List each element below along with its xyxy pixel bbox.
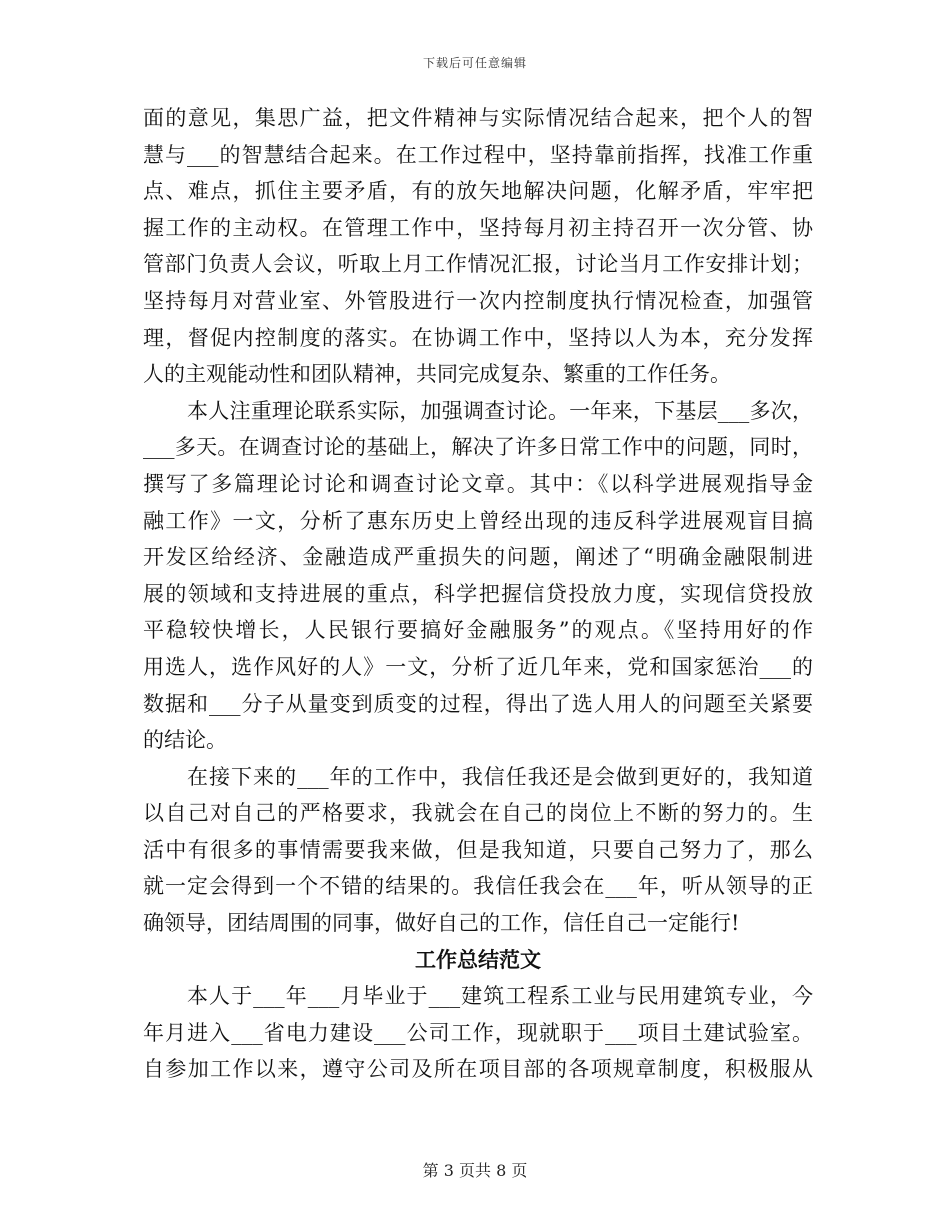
text-line: 活中有很多的事情需要我来做，但是我知道，只要自己努力了，那么 [143, 837, 813, 862]
paragraph-4 [143, 978, 813, 1088]
paragraph-2 [143, 393, 813, 759]
text-line: 管部门负责人会议，听取上月工作情况汇报，讨论当月工作安排计划； [143, 252, 813, 277]
text-line: 慧与___的智慧结合起来。在工作过程中，坚持靠前指挥，找准工作重 [143, 142, 813, 167]
text-line: 人的主观能动性和团队精神，共同完成复杂、繁重的工作任务。 [143, 362, 731, 387]
text-line: 确领导，团结周围的同事，做好自己的工作，信任自己一定能行! [143, 911, 740, 936]
text-line: 坚持每月对营业室、外管股进行一次内控制度执行情况检查，加强管 [143, 288, 813, 313]
text-line: 本人于___年___月毕业于___建筑工程系工业与民用建筑专业，今 [187, 984, 813, 1009]
text-line: 平稳较快增长，人民银行要搞好金融服务”的观点。《坚持用好的作 [143, 618, 813, 643]
text-line: 本人注重理论联系实际，加强调查讨论。一年来，下基层___多次， [187, 398, 813, 423]
text-line: 融工作》一文，分析了惠东历史上曾经出现的违反科学进展观盲目搞 [143, 508, 813, 533]
paragraph-1 [143, 100, 813, 393]
page-header: 下载后可任意编辑 [422, 56, 527, 70]
text-line: 展的领域和支持进展的重点，科学把握信贷投放力度，实现信贷投放 [143, 581, 813, 606]
text-line: 点、难点，抓住主要矛盾，有的放矢地解决问题，化解矛盾，牢牢把 [143, 179, 813, 204]
text-line: 就一定会得到一个不错的结果的。我信任我会在___年，听从领导的正 [143, 874, 813, 899]
text-line: 在接下来的___年的工作中，我信任我还是会做到更好的，我知道 [187, 764, 813, 789]
text-line: 面的意见，集思广益，把文件精神与实际情况结合起来，把个人的智 [143, 106, 813, 130]
section-title: 工作总结范文 [415, 947, 541, 972]
paragraph-3 [143, 759, 813, 942]
text-line: 撰写了多篇理论讨论和调查讨论文章。其中：《以科学进展观指导金 [143, 471, 813, 496]
text-line: 开发区给经济、金融造成严重损失的问题，阐述了“明确金融限制进 [143, 545, 813, 570]
text-line: 数据和___分子从量变到质变的过程，得出了选人用人的问题至关紧要 [143, 691, 813, 716]
text-line: 年月进入___省电力建设___公司工作，现就职于___项目土建试验室。 [143, 1020, 813, 1045]
text-line: ___多天。在调查讨论的基础上，解决了许多日常工作中的问题，同时， [143, 435, 813, 460]
text-line: 握工作的主动权。在管理工作中，坚持每月初主持召开一次分管、协 [143, 215, 813, 240]
text-line: 自参加工作以来，遵守公司及所在项目部的各项规章制度，积极服从 [143, 1057, 813, 1082]
text-line: 以自己对自己的严格要求，我就会在自己的岗位上不断的努力的。生 [143, 801, 813, 826]
document-body [143, 100, 813, 1088]
page-number: 第 3 页共 8 页 [422, 1161, 528, 1180]
text-line: 用选人，选作风好的人》一文，分析了近几年来，党和国家惩治___的 [143, 654, 813, 679]
text-line: 的结论。 [143, 728, 227, 753]
text-line: 理，督促内控制度的落实。在协调工作中，坚持以人为本，充分发挥 [143, 325, 813, 350]
